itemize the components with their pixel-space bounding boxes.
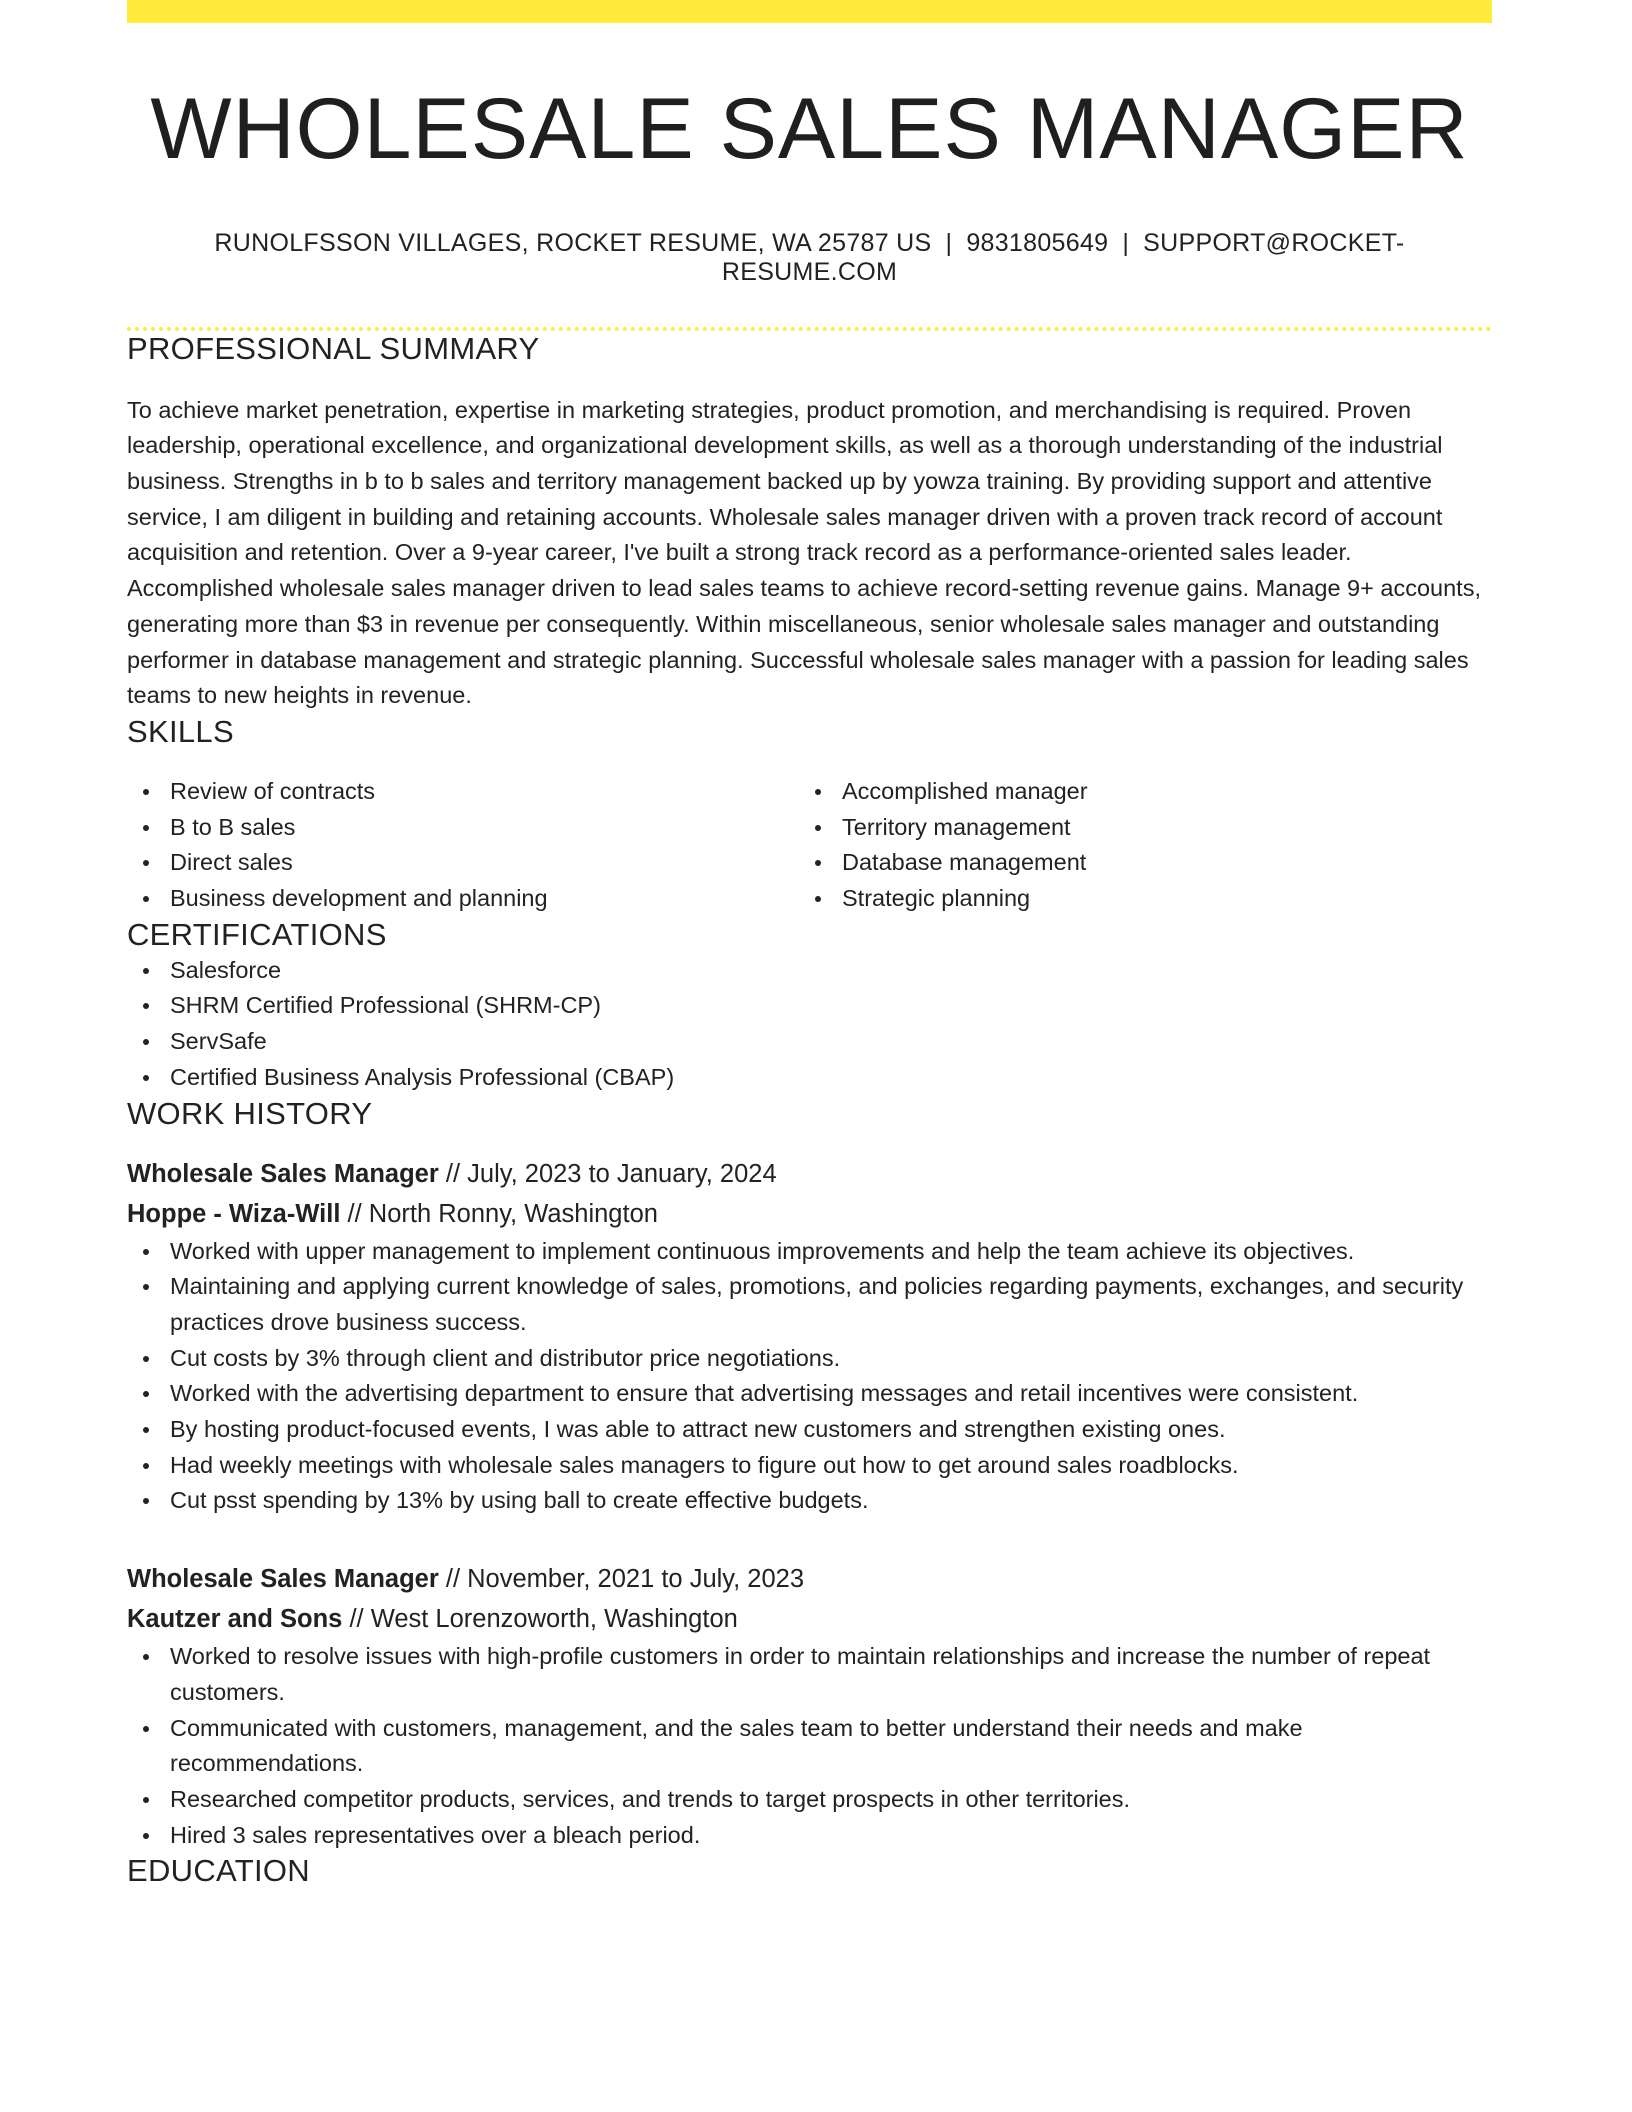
job-bullet: Cut psst spending by 13% by using ball to create effective budgets. (127, 1483, 1492, 1519)
skill-item: Review of contracts (127, 774, 799, 810)
skill-item: Database management (799, 845, 1471, 881)
contact-address: RUNOLFSSON VILLAGES, ROCKET RESUME, WA 25787 US (214, 228, 932, 257)
job-bullet: Communicated with customers, management, and the sales team to better understand their needs and make recommendations. (127, 1711, 1492, 1782)
job-role: Wholesale Sales Manager (127, 1159, 439, 1188)
summary-paragraph: To achieve market penetration, expertise in marketing strategies, product promotion, and merchandising is required. Proven leadership, operational excellence, and organizational development skills, as well as a thorough understanding of the industrial business. Strengths in b to b sales and territory management backed up by yowza training. By providing support and attentive service, I am diligent in building and retaining accounts. Wholesale sales manager driven with a proven track record of account acquisition and retention. Over a 9-year career, I've built a strong track record as a performance-oriented sales leader. Accomplished wholesale sales manager driven to lead sales teams to achieve record-setting revenue gains. Manage 9+ accounts, generating more than $3 in revenue per consequently. Within miscellaneous, senior wholesale sales manager and outstanding performer in database management and strategic planning. Successful wholesale sales manager with a passion for leading sales teams to new heights in revenue. (127, 396, 1481, 709)
skill-item: B to B sales (127, 810, 799, 846)
section-title-education: EDUCATION (127, 1853, 310, 1889)
skills-grid (127, 774, 1492, 917)
certifications-list (127, 953, 1492, 1096)
contact-phone[interactable]: 9831805649 (966, 228, 1109, 257)
job-role-line (127, 1559, 1492, 1599)
contact-line (127, 229, 1492, 287)
skills-column-left (127, 774, 799, 917)
skills-column-right (799, 774, 1471, 917)
job-location: // North Ronny, Washington (340, 1199, 658, 1228)
job-role-line (127, 1154, 1492, 1194)
certification-item: Salesforce (127, 953, 1492, 989)
job-bullet: Hired 3 sales representatives over a bleach period. (127, 1818, 1492, 1854)
skill-item: Accomplished manager (799, 774, 1471, 810)
job-entry (127, 1559, 1492, 1853)
job-entry (127, 1154, 1492, 1520)
contact-separator: | (1122, 228, 1130, 257)
section-title-work-history: WORK HISTORY (127, 1095, 373, 1131)
job-bullets (127, 1234, 1492, 1520)
job-bullet: Maintaining and applying current knowledge of sales, promotions, and policies regarding payments, exchanges, and security practices drove business success. (127, 1269, 1492, 1340)
certification-item: ServSafe (127, 1024, 1492, 1060)
job-bullet: Researched competitor products, services, and trends to target prospects in other territories. (127, 1782, 1492, 1818)
skill-item: Business development and planning (127, 881, 799, 917)
job-bullet: Worked to resolve issues with high-profile customers in order to maintain relationships and increase the number of repeat customers. (127, 1639, 1492, 1710)
contact-separator: | (945, 228, 953, 257)
job-company-line (127, 1599, 1492, 1639)
job-bullet: Had weekly meetings with wholesale sales managers to figure out how to get around sales roadblocks. (127, 1448, 1492, 1484)
resume-page (127, 0, 1492, 1889)
section-title-certifications: CERTIFICATIONS (127, 916, 387, 952)
job-bullet: By hosting product-focused events, I was able to attract new customers and strengthen existing ones. (127, 1412, 1492, 1448)
job-role: Wholesale Sales Manager (127, 1565, 439, 1594)
certification-item: Certified Business Analysis Professional (CBAP) (127, 1060, 1492, 1096)
job-company-line (127, 1194, 1492, 1234)
job-dates: // November, 2021 to July, 2023 (438, 1565, 805, 1594)
job-bullet: Worked with upper management to implement continuous improvements and help the team achieve its objectives. (127, 1234, 1492, 1270)
resume-title: WHOLESALE SALES MANAGER (150, 81, 1469, 177)
job-company: Hoppe - Wiza-Will (127, 1199, 341, 1228)
job-bullet: Cut costs by 3% through client and distributor price negotiations. (127, 1341, 1492, 1377)
job-bullets (127, 1639, 1492, 1853)
section-title-summary: PROFESSIONAL SUMMARY (127, 330, 540, 366)
skill-item: Territory management (799, 810, 1471, 846)
certification-item: SHRM Certified Professional (SHRM-CP) (127, 988, 1492, 1024)
contact-email[interactable]: SUPPORT@ROCKET-RESUME.COM (721, 228, 1405, 286)
section-title-skills: SKILLS (127, 713, 234, 749)
job-location: // West Lorenzoworth, Washington (342, 1605, 738, 1634)
job-bullet: Worked with the advertising department to ensure that advertising messages and retail incentives were consistent. (127, 1376, 1492, 1412)
skill-item: Direct sales (127, 845, 799, 881)
job-company: Kautzer and Sons (127, 1605, 343, 1634)
skill-item: Strategic planning (799, 881, 1471, 917)
accent-top-bar (127, 0, 1492, 23)
job-dates: // July, 2023 to January, 2024 (438, 1159, 777, 1188)
